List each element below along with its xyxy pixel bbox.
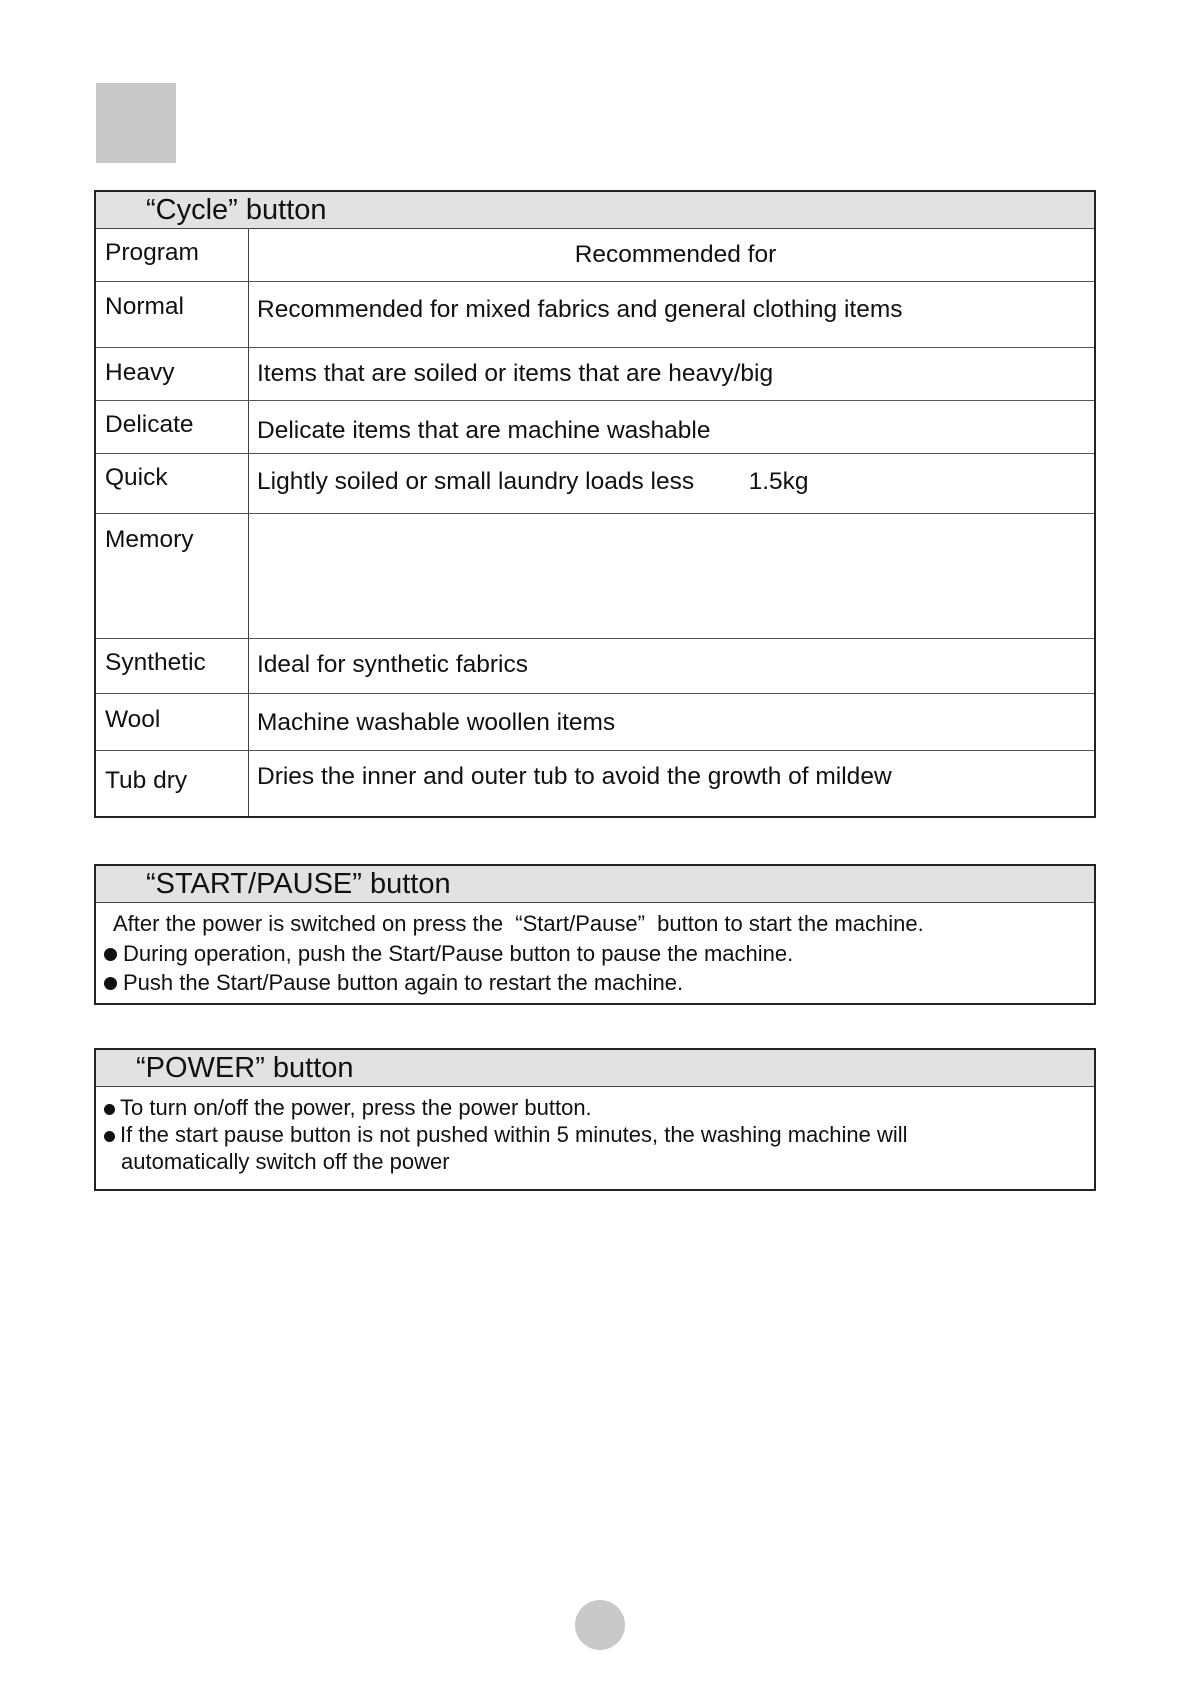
program-description: Dries the inner and outer tub to avoid the growth of mildew xyxy=(257,762,892,790)
program-description: Machine washable woollen items xyxy=(257,708,616,736)
instruction-text: If the start pause button is not pushed within 5 minutes, the washing machine will xyxy=(120,1122,908,1147)
instruction-line xyxy=(104,1094,1094,1121)
program-name: Heavy xyxy=(105,358,175,386)
program-name: Delicate xyxy=(105,410,194,438)
table-row xyxy=(96,453,1094,513)
section-marker-block xyxy=(96,83,176,163)
instruction-line xyxy=(104,1121,1094,1148)
program-description: Items that are soiled or items that are heavy/big xyxy=(257,359,774,387)
start-pause-panel-header: “START/PAUSE” button xyxy=(96,866,1094,903)
instruction-text: During operation, push the Start/Pause button to pause the machine. xyxy=(123,940,794,966)
program-name: Synthetic xyxy=(105,648,206,676)
start-pause-button-panel xyxy=(94,864,1096,1005)
program-name: Normal xyxy=(105,292,184,320)
instruction-text: To turn on/off the power, press the power button. xyxy=(120,1095,592,1120)
program-description: Delicate items that are machine washable xyxy=(257,416,711,444)
bullet-icon xyxy=(104,948,117,961)
instruction-line xyxy=(104,939,1094,969)
program-name: Tub dry xyxy=(105,766,188,794)
cycle-panel-header: “Cycle” button xyxy=(96,192,1094,229)
table-row xyxy=(96,513,1094,638)
program-column-header: Program xyxy=(96,229,249,281)
cycle-button-panel xyxy=(94,190,1096,818)
table-row xyxy=(96,693,1094,750)
instruction-line xyxy=(104,968,1094,998)
cycle-table xyxy=(96,229,1094,816)
program-name: Quick xyxy=(105,463,168,491)
table-row xyxy=(96,347,1094,400)
recommended-column-header: Recommended for xyxy=(249,229,1095,281)
bullet-icon xyxy=(104,1131,115,1142)
start-pause-instructions xyxy=(96,903,1094,998)
program-description: Recommended for mixed fabrics and general clothing items xyxy=(257,295,903,323)
table-row xyxy=(96,400,1094,453)
table-row xyxy=(96,750,1094,816)
program-name: Wool xyxy=(105,705,161,733)
page-number-dot xyxy=(575,1600,625,1650)
table-header-row xyxy=(96,229,1094,281)
instruction-line xyxy=(104,909,1094,939)
instruction-text: automatically switch off the power xyxy=(121,1149,450,1174)
table-row xyxy=(96,281,1094,347)
power-button-panel xyxy=(94,1048,1096,1191)
bullet-icon xyxy=(104,977,117,990)
program-description: Ideal for synthetic fabrics xyxy=(257,650,528,678)
program-name: Memory xyxy=(105,525,194,553)
bullet-icon xyxy=(104,1104,115,1115)
power-panel-header: “POWER” button xyxy=(96,1050,1094,1087)
power-instructions xyxy=(96,1087,1094,1175)
instruction-text: Push the Start/Pause button again to restart the machine. xyxy=(123,970,684,995)
table-row xyxy=(96,638,1094,693)
instruction-text: After the power is switched on press the “Start/Pause” button to start the machine. xyxy=(113,911,924,936)
program-description: Lightly soiled or small laundry loads less 1.5kg xyxy=(257,467,809,495)
instruction-line xyxy=(104,1148,1094,1175)
